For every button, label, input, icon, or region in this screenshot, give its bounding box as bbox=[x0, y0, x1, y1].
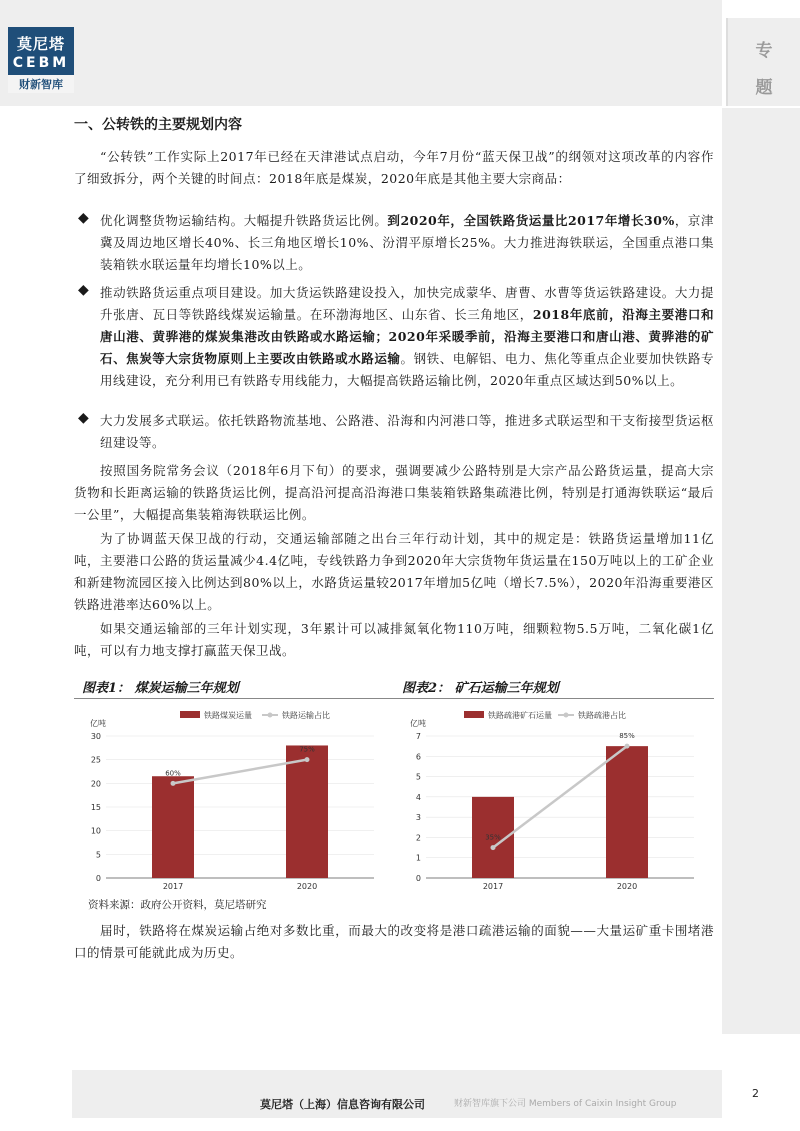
footer-company: 莫尼塔（上海）信息咨询有限公司 bbox=[260, 1098, 425, 1111]
bar bbox=[606, 746, 648, 878]
line-point bbox=[305, 757, 310, 762]
line-point bbox=[491, 845, 496, 850]
bar bbox=[152, 776, 194, 878]
data-label: 85% bbox=[619, 732, 635, 741]
x-tick-label: 2017 bbox=[482, 882, 504, 891]
sidebar-label-box bbox=[726, 18, 800, 106]
sidebar-band bbox=[722, 108, 800, 1034]
bullet-2-text-b: 。钢铁、电解铝、电力、焦化等重点企业要加快铁路专用线建设，充分利用已有铁路专用线能力，大幅提高铁路运输比例，2020年重点区域达到50%以上。 bbox=[100, 351, 714, 388]
chart-1-ylabel: 亿吨 bbox=[90, 719, 106, 728]
logo-line-2: CEBM bbox=[12, 55, 70, 71]
sidebar-label-2: 题 bbox=[755, 78, 773, 98]
bar bbox=[286, 745, 328, 878]
y-tick-label: 25 bbox=[90, 755, 101, 765]
data-label: 75% bbox=[299, 745, 315, 754]
y-tick-label: 5 bbox=[95, 850, 101, 860]
y-tick-label: 0 bbox=[415, 874, 421, 883]
header-band bbox=[0, 0, 722, 106]
bullet-diamond-icon: ◆ bbox=[78, 410, 89, 426]
logo-line-1: 莫尼塔 bbox=[16, 35, 65, 53]
chart-2-legend-bar-label: 铁路疏港矿石运量 bbox=[488, 711, 552, 720]
paragraph-4: 如果交通运输部的三年计划实现，3年累计可以减排氮氧化物110万吨，细颗粒物5.5万吨，二氧化碳1亿吨，可以有力地支撑打赢蓝天保卫战。 bbox=[74, 621, 714, 658]
bullet-1-bold: 到2020年，全国铁路货运量比2017年增长30% bbox=[387, 213, 675, 228]
chart-2-ylabel: 亿吨 bbox=[410, 719, 426, 728]
bullet-item-1 bbox=[100, 210, 714, 276]
chart-1-svg bbox=[74, 698, 394, 898]
chart-2-legend bbox=[464, 710, 626, 720]
source-note: 资料来源：政府公开资料，莫尼塔研究 bbox=[88, 899, 267, 911]
bullet-item-3 bbox=[100, 410, 714, 454]
y-tick-label: 10 bbox=[90, 826, 101, 836]
y-tick-label: 1 bbox=[415, 853, 421, 863]
chart-1-legend-bar-label: 铁路煤炭运量 bbox=[204, 711, 252, 720]
footer-band bbox=[72, 1070, 722, 1118]
y-tick-label: 15 bbox=[90, 803, 101, 812]
bullet-diamond-icon: ◆ bbox=[78, 282, 89, 298]
y-tick-label: 4 bbox=[415, 792, 421, 802]
y-tick-label: 7 bbox=[415, 732, 421, 741]
footer-member-note: 财新智库旗下公司 Members of Caixin Insight Group bbox=[454, 1099, 677, 1109]
paragraph-2: 按照国务院常务会议（2018年6月下旬）的要求，强调要减少公路特别是大宗产品公路货运量，提高大宗货物和长距离运输的铁路货运比例，提高沿河提高沿海港口集装箱铁路集疏港比例，特别是打通海铁联运“最后一公里”，大幅提高集装箱海铁联运比例。 bbox=[74, 463, 714, 522]
chart-2-legend-bar-swatch bbox=[464, 711, 484, 718]
y-tick-label: 3 bbox=[415, 813, 421, 823]
line-point bbox=[625, 744, 630, 749]
chart-1-legend-bar-swatch bbox=[180, 711, 200, 718]
bullet-2-bold: 2018年底前，沿海主要港口和唐山港、黄骅港的煤炭集港改由铁路或水路运输；2020年采暖季前，沿海主要港口和唐山港、黄骅港的矿石、焦炭等大宗货物原则上主要改由铁路或水路运输 bbox=[100, 307, 714, 366]
bullet-item-2 bbox=[100, 282, 714, 392]
bullet-1-text-b: ，京津冀及周边地区增长40%、长三角地区增长10%、汾渭平原增长25%。大力推进海铁联运，全国重点港口集装箱铁水联运量年均增长10%以上。 bbox=[100, 213, 714, 272]
sidebar-label-1: 专 bbox=[755, 41, 773, 61]
bullet-diamond-icon: ◆ bbox=[78, 210, 89, 226]
chart-2-title: 图表2： 矿石运输三年规划 bbox=[402, 681, 559, 696]
y-tick-label: 0 bbox=[95, 874, 101, 883]
bullet-1-text-a: 优化调整货物运输结构。大幅提升铁路货运比例。 bbox=[100, 213, 388, 228]
y-tick-label: 20 bbox=[90, 779, 101, 789]
chart-2-legend-line-dot bbox=[564, 713, 569, 718]
y-tick-label: 5 bbox=[415, 772, 421, 782]
x-tick-label: 2017 bbox=[162, 882, 184, 891]
chart-2-legend-line-label: 铁路疏港占比 bbox=[578, 711, 626, 720]
y-tick-label: 30 bbox=[90, 732, 101, 741]
chart-2-svg bbox=[394, 698, 714, 898]
paragraph-5: 届时，铁路将在煤炭运输占绝对多数比重，而最大的改变将是港口疏港运输的面貌——大量运矿重卡围堵港口的情景可能就此成为历史。 bbox=[74, 923, 714, 960]
data-label: 60% bbox=[165, 769, 181, 778]
chart-1-legend-line-dot bbox=[268, 713, 273, 718]
y-tick-label: 2 bbox=[415, 833, 421, 843]
y-tick-label: 6 bbox=[415, 752, 421, 762]
chart-1-legend bbox=[180, 710, 330, 720]
chart-1-legend-line-label: 铁路运输占比 bbox=[282, 711, 330, 720]
paragraph-3: 为了协调蓝天保卫战的行动，交通运输部随之出台三年行动计划，其中的规定是：铁路货运量增加11亿吨，主要港口公路的货运量减少4.4亿吨，专线铁路力争到2020年大宗货物年货运量在150万吨以上的工矿企业和新建物流园区接入比例达到80%以上，水路货运量较2017年增加5亿吨（增长7.5%），2020年沿海重要港区铁路进港率达60%以上。 bbox=[74, 531, 714, 612]
line-point bbox=[171, 781, 176, 786]
bullet-3-text-a: 大力发展多式联运。依托铁路物流基地、公路港、沿海和内河港口等，推进多式联运型和干支衔接型货运枢纽建设等。 bbox=[100, 413, 714, 450]
chart-1-title: 图表1： 煤炭运输三年规划 bbox=[82, 681, 239, 696]
logo-line-3: 财新智库 bbox=[8, 75, 74, 93]
bullet-2-text-a: 推动铁路货运重点项目建设。加大货运铁路建设投入，加快完成蒙华、唐曹、水曹等货运铁路建设。大力提升张唐、瓦日等铁路线煤炭运输量。在环渤海地区、山东省、长三角地区， bbox=[100, 285, 714, 322]
x-tick-label: 2020 bbox=[296, 882, 318, 891]
section-title: 一、公转铁的主要规划内容 bbox=[74, 117, 242, 133]
cebm-logo bbox=[8, 27, 74, 93]
intro-paragraph: “公转铁”工作实际上2017年已经在天津港试点启动，今年7月份“蓝天保卫战”的纲领对这项改革的内容作了细致拆分，两个关键的时间点：2018年底是煤炭，2020年底是其他主要大宗商品： bbox=[74, 149, 714, 186]
x-tick-label: 2020 bbox=[616, 882, 638, 891]
data-label: 35% bbox=[485, 833, 501, 842]
page-number: 2 bbox=[752, 1087, 759, 1100]
